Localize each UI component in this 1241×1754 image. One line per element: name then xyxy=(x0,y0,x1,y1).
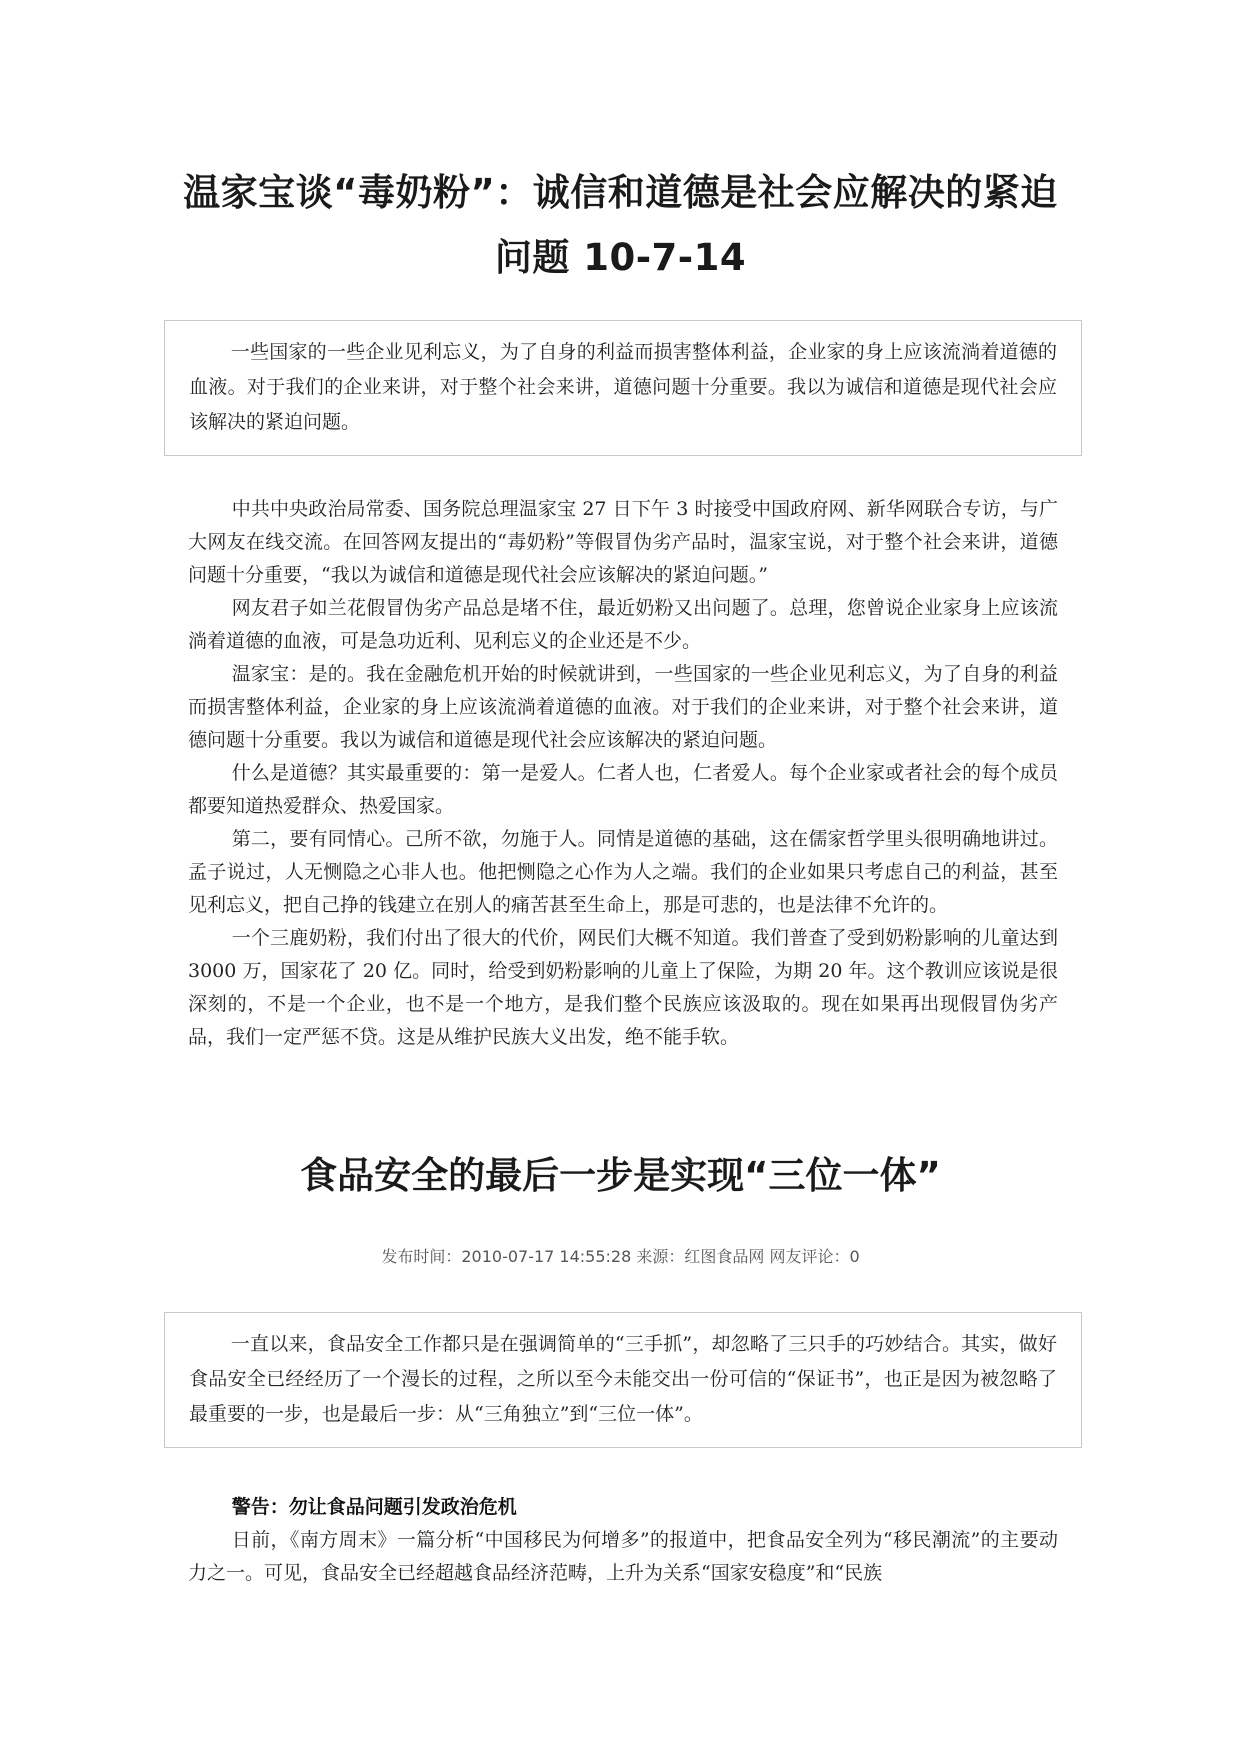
article-2-meta: 发布时间：2010-07-17 14:55:28 来源：红图食品网 网友评论：0 xyxy=(381,1247,860,1266)
article-2-title: 食品安全的最后一步是实现“三位一体” xyxy=(300,1154,941,1197)
body-paragraph: 一个三鹿奶粉，我们付出了很大的代价，网民们大概不知道。我们普查了受到奶粉影响的儿童达到 3000 万，国家花了 20 亿。同时，给受到奶粉影响的儿童上了保险，为期 20 年。这个教训应该说是很深刻的，不是一个企业，也不是一个地方，是我们整个民族应该汲取的。现在如果再出现假冒伪劣产品，我们一定严惩不贷。这是从维护民族大义出发，绝不能手软。 xyxy=(188,927,1058,1048)
article-2-body xyxy=(188,1490,1058,1590)
body-paragraph: 第二，要有同情心。己所不欲，勿施于人。同情是道德的基础，这在儒家哲学里头很明确地讲过。孟子说过，人无恻隐之心非人也。他把恻隐之心作为人之端。我们的企业如果只考虑自己的利益，甚至见利忘义，把自己挣的钱建立在别人的痛苦甚至生命上，那是可悲的，也是法律不允许的。 xyxy=(188,828,1058,916)
body-paragraph: 温家宝：是的。我在金融危机开始的时候就讲到，一些国家的一些企业见利忘义，为了自身的利益而损害整体利益，企业家的身上应该流淌着道德的血液。对于我们的企业来讲，对于整个社会来讲，道德问题十分重要。我以为诚信和道德是现代社会应该解决的紧迫问题。 xyxy=(188,663,1058,751)
article-1-summary-box xyxy=(164,320,1082,456)
section-subheading: 警告：勿让食品问题引发政治危机 xyxy=(231,1496,517,1518)
body-paragraph: 日前，《南方周末》一篇分析“中国移民为何增多”的报道中，把食品安全列为“移民潮流”的主要动力之一。可见，食品安全已经超越食品经济范畴，上升为关系“国家安稳度”和“民族 xyxy=(188,1529,1058,1584)
body-paragraph: 什么是道德？其实最重要的：第一是爱人。仁者人也，仁者爱人。每个企业家或者社会的每个成员都要知道热爱群众、热爱国家。 xyxy=(188,762,1058,817)
article-1-title-line-1: 温家宝谈“毒奶粉”：诚信和道德是社会应解决的紧迫 xyxy=(183,171,1058,214)
body-paragraph: 网友君子如兰花假冒伪劣产品总是堵不住，最近奶粉又出问题了。总理，您曾说企业家身上应该流淌着道德的血液，可是急功近利、见利忘义的企业还是不少。 xyxy=(188,597,1058,652)
body-paragraph: 中共中央政治局常委、国务院总理温家宝 27 日下午 3 时接受中国政府网、新华网联合专访，与广大网友在线交流。在回答网友提出的“毒奶粉”等假冒伪劣产品时，温家宝说，对于整个社会来讲，道德问题十分重要，“我以为诚信和道德是现代社会应该解决的紧迫问题。” xyxy=(188,498,1058,586)
article-1-title xyxy=(160,160,1081,290)
article-1-summary-text: 一些国家的一些企业见利忘义，为了自身的利益而损害整体利益，企业家的身上应该流淌着道德的血液。对于我们的企业来讲，对于整个社会来讲，道德问题十分重要。我以为诚信和道德是现代社会应该解决的紧迫问题。 xyxy=(189,341,1057,433)
article-1-body xyxy=(188,493,1058,1054)
article-2-summary-box xyxy=(164,1312,1082,1448)
article-1-title-line-2: 问题 10-7-14 xyxy=(494,236,747,279)
article-2-summary-text: 一直以来，食品安全工作都只是在强调简单的“三手抓”，却忽略了三只手的巧妙结合。其实，做好食品安全已经经历了一个漫长的过程，之所以至今未能交出一份可信的“保证书”，也正是因为被忽略了最重要的一步，也是最后一步：从“三角独立”到“三位一体”。 xyxy=(189,1333,1057,1425)
